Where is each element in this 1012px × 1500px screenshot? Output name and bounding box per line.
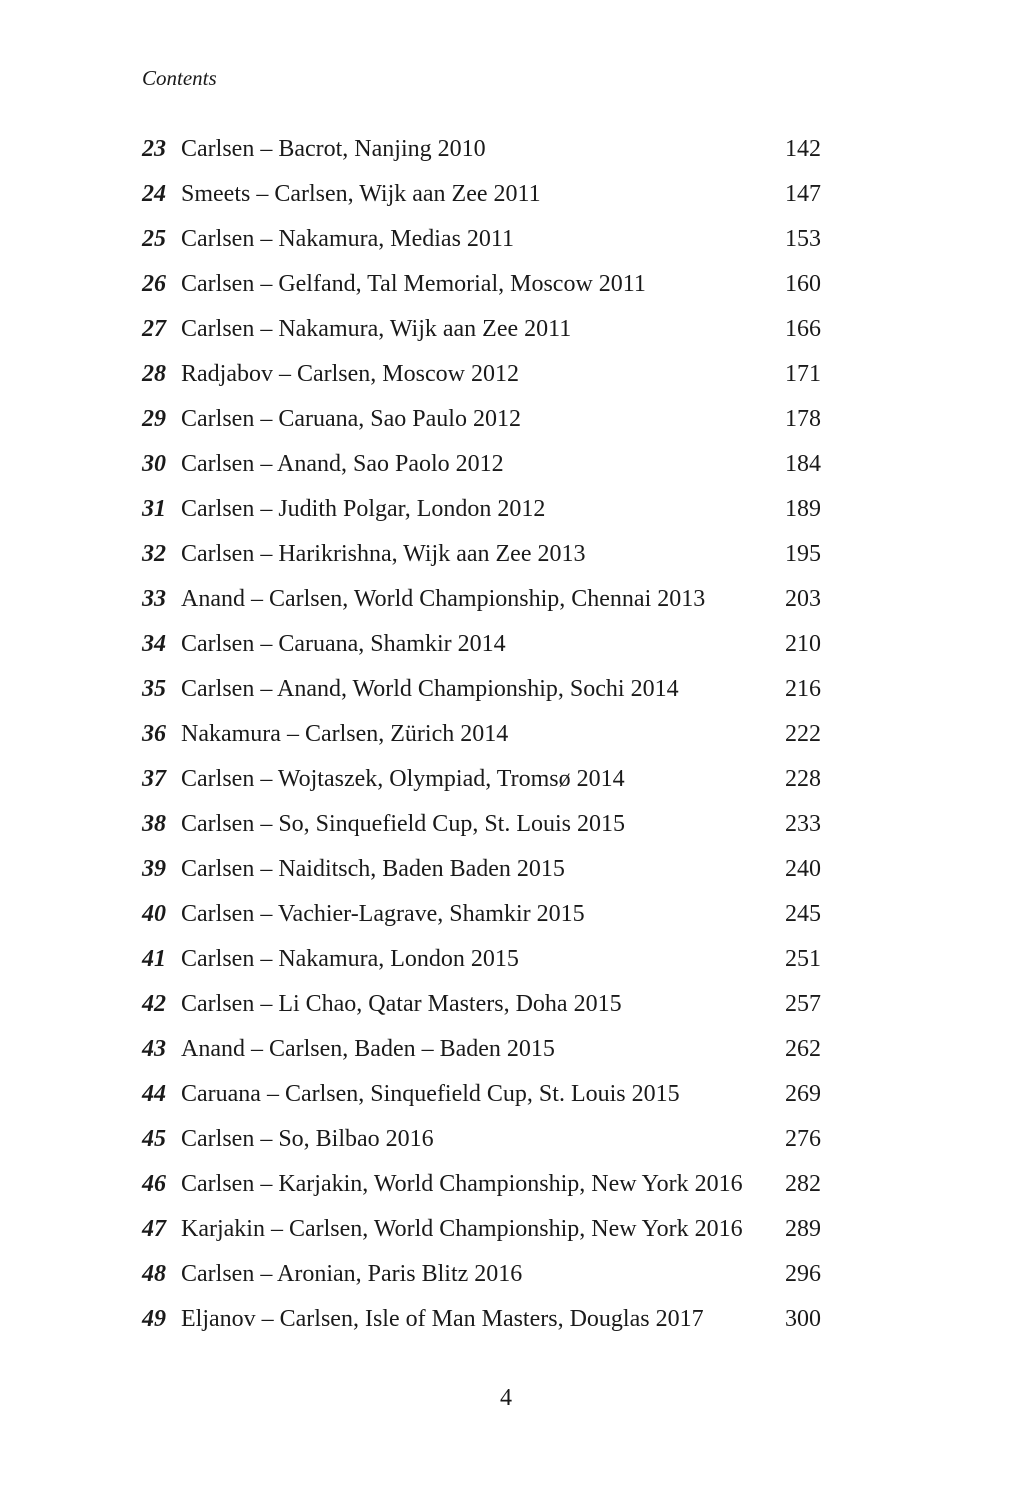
entry-number: 31 [142,496,166,522]
entry-number: 43 [142,1036,166,1062]
entry-page: 216 [785,676,821,702]
toc-entry[interactable] [0,491,1012,536]
entry-number: 45 [142,1126,166,1152]
entry-title: Radjabov – Carlsen, Moscow 2012 [181,361,519,387]
entry-title: Karjakin – Carlsen, World Championship, New York 2016 [181,1216,743,1242]
toc-entry[interactable] [0,581,1012,626]
entry-page: 142 [785,136,821,162]
entry-number: 29 [142,406,166,432]
running-head: Contents [142,66,217,90]
entry-title: Carlsen – Harikrishna, Wijk aan Zee 2013 [181,541,586,567]
entry-title: Carlsen – Caruana, Sao Paulo 2012 [181,406,521,432]
entry-page: 153 [785,226,821,252]
entry-title: Carlsen – Aronian, Paris Blitz 2016 [181,1261,523,1287]
toc-entry[interactable] [0,761,1012,806]
entry-page: 289 [785,1216,821,1242]
entry-number: 32 [142,541,166,567]
entry-title: Carlsen – Gelfand, Tal Memorial, Moscow 2011 [181,271,646,297]
toc-entry[interactable] [0,176,1012,221]
entry-title: Carlsen – So, Sinquefield Cup, St. Louis 2015 [181,811,625,837]
entry-number: 49 [142,1306,166,1332]
entry-title: Carlsen – Nakamura, Medias 2011 [181,226,515,252]
entry-number: 40 [142,901,166,927]
entry-title: Carlsen – Vachier-Lagrave, Shamkir 2015 [181,901,585,927]
entry-number: 36 [142,721,166,747]
entry-page: 210 [785,631,821,657]
entry-page: 184 [785,451,821,477]
entry-page: 245 [785,901,821,927]
entry-title: Carlsen – Karjakin, World Championship, New York 2016 [181,1171,743,1197]
toc-entry[interactable] [0,446,1012,491]
entry-title: Caruana – Carlsen, Sinquefield Cup, St. Louis 2015 [181,1081,680,1107]
entry-page: 203 [785,586,821,612]
toc-entry[interactable] [0,1211,1012,1256]
toc-entry[interactable] [0,221,1012,266]
entry-number: 39 [142,856,166,882]
entry-title: Carlsen – Anand, World Championship, Sochi 2014 [181,676,679,702]
entry-page: 228 [785,766,821,792]
toc-entry[interactable] [0,671,1012,716]
entry-title: Nakamura – Carlsen, Zürich 2014 [181,721,509,747]
entry-number: 27 [142,316,166,342]
entry-page: 160 [785,271,821,297]
entry-number: 23 [142,136,166,162]
entry-number: 37 [142,766,166,792]
toc-entry[interactable] [0,266,1012,311]
entry-page: 233 [785,811,821,837]
entry-page: 166 [785,316,821,342]
entry-title: Anand – Carlsen, World Championship, Chennai 2013 [181,586,706,612]
entry-number: 35 [142,676,166,702]
toc-entry[interactable] [0,986,1012,1031]
entry-title: Carlsen – Bacrot, Nanjing 2010 [181,136,486,162]
entry-title: Eljanov – Carlsen, Isle of Man Masters, Douglas 2017 [181,1306,704,1332]
entry-title: Smeets – Carlsen, Wijk aan Zee 2011 [181,181,541,207]
toc-entry[interactable] [0,1076,1012,1121]
entry-page: 147 [785,181,821,207]
entry-page: 251 [785,946,821,972]
entry-title: Carlsen – Anand, Sao Paolo 2012 [181,451,504,477]
entry-number: 47 [142,1216,166,1242]
entry-page: 300 [785,1306,821,1332]
entry-number: 34 [142,631,166,657]
toc-entry[interactable] [0,536,1012,581]
entry-page: 171 [785,361,821,387]
toc-entry[interactable] [0,401,1012,446]
entry-title: Carlsen – Nakamura, London 2015 [181,946,519,972]
toc-entry[interactable] [0,1031,1012,1076]
toc-entry[interactable] [0,806,1012,851]
toc-entry[interactable] [0,941,1012,986]
entry-title: Carlsen – Judith Polgar, London 2012 [181,496,546,522]
entry-number: 38 [142,811,166,837]
toc-entry[interactable] [0,356,1012,401]
entry-title: Carlsen – Li Chao, Qatar Masters, Doha 2015 [181,991,622,1017]
entry-number: 46 [142,1171,166,1197]
entry-title: Carlsen – Caruana, Shamkir 2014 [181,631,506,657]
entry-number: 26 [142,271,166,297]
entry-number: 42 [142,991,166,1017]
entry-page: 222 [785,721,821,747]
toc-entry[interactable] [0,896,1012,941]
entry-number: 24 [142,181,166,207]
toc-entry[interactable] [0,1301,1012,1346]
entry-title: Carlsen – Naiditsch, Baden Baden 2015 [181,856,565,882]
entry-page: 262 [785,1036,821,1062]
entry-number: 30 [142,451,166,477]
table-of-contents [0,131,1012,1346]
entry-number: 33 [142,586,166,612]
entry-title: Carlsen – Nakamura, Wijk aan Zee 2011 [181,316,572,342]
entry-title: Carlsen – So, Bilbao 2016 [181,1126,434,1152]
toc-entry[interactable] [0,1166,1012,1211]
entry-title: Anand – Carlsen, Baden – Baden 2015 [181,1036,555,1062]
toc-entry[interactable] [0,131,1012,176]
entry-page: 195 [785,541,821,567]
toc-entry[interactable] [0,1121,1012,1166]
entry-number: 48 [142,1261,166,1287]
entry-page: 257 [785,991,821,1017]
toc-entry[interactable] [0,1256,1012,1301]
entry-page: 276 [785,1126,821,1152]
entry-title: Carlsen – Wojtaszek, Olympiad, Tromsø 2014 [181,766,625,792]
entry-page: 240 [785,856,821,882]
entry-page: 189 [785,496,821,522]
entry-page: 282 [785,1171,821,1197]
toc-entry[interactable] [0,626,1012,671]
entry-page: 296 [785,1261,821,1287]
toc-entry[interactable] [0,311,1012,356]
entry-page: 178 [785,406,821,432]
page-number: 4 [500,1385,512,1411]
entry-page: 269 [785,1081,821,1107]
entry-number: 41 [142,946,166,972]
toc-entry[interactable] [0,716,1012,761]
entry-number: 44 [142,1081,166,1107]
entry-number: 28 [142,361,166,387]
toc-entry[interactable] [0,851,1012,896]
entry-number: 25 [142,226,166,252]
